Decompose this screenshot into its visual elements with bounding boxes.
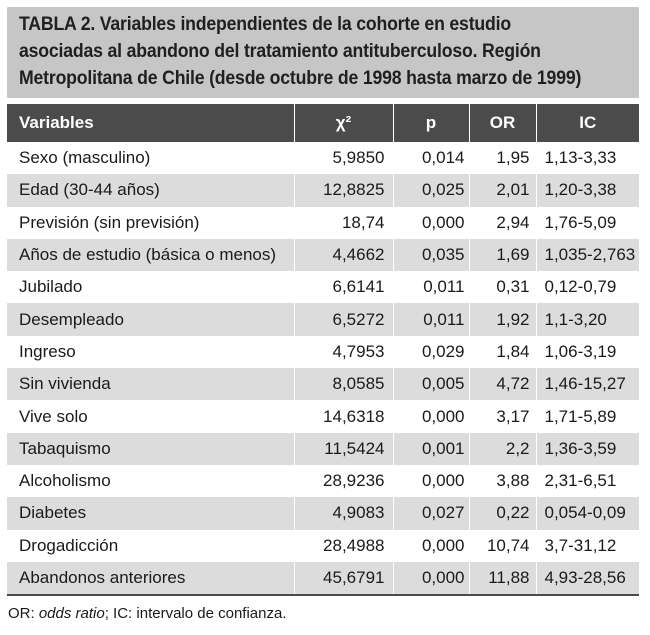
- table-row: [7, 303, 639, 335]
- cell-variable: Desempleado: [7, 303, 294, 335]
- cell-variable: Vive solo: [7, 400, 294, 432]
- cell-or: 0,22: [469, 497, 536, 529]
- cell-variable: Diabetes: [7, 497, 294, 529]
- table-title-box: [7, 7, 639, 98]
- cell-variable: Ingreso: [7, 336, 294, 368]
- cell-chi-square: 12,8825: [294, 174, 393, 206]
- table-header-row: [7, 104, 639, 142]
- cell-ic: 2,31-6,51: [536, 465, 639, 497]
- cell-variable: Drogadicción: [7, 530, 294, 562]
- cell-chi-square: 8,0585: [294, 368, 393, 400]
- cell-ic: 1,13-3,33: [536, 142, 639, 174]
- cell-ic: 1,46-15,27: [536, 368, 639, 400]
- table-row: [7, 530, 639, 562]
- cell-p: 0,005: [393, 368, 469, 400]
- cell-variable: Abandonos anteriores: [7, 562, 294, 595]
- cell-chi-square: 14,6318: [294, 400, 393, 432]
- footnote: [8, 605, 286, 622]
- cell-p: 0,011: [393, 271, 469, 303]
- cell-or: 1,69: [469, 239, 536, 271]
- cell-chi-square: 28,9236: [294, 465, 393, 497]
- cell-ic: 1,71-5,89: [536, 400, 639, 432]
- footnote-odds-ratio: odds ratio: [38, 605, 105, 622]
- cell-p: 0,000: [393, 530, 469, 562]
- cell-chi-square: 4,7953: [294, 336, 393, 368]
- cell-chi-square: 18,74: [294, 207, 393, 239]
- cell-or: 3,88: [469, 465, 536, 497]
- cell-ic: 0,054-0,09: [536, 497, 639, 529]
- cell-chi-square: 5,9850: [294, 142, 393, 174]
- cell-ic: 1,06-3,19: [536, 336, 639, 368]
- cell-ic: 1,1-3,20: [536, 303, 639, 335]
- table-row: [7, 207, 639, 239]
- cell-p: 0,027: [393, 497, 469, 529]
- table-row: [7, 142, 639, 174]
- cell-chi-square: 6,5272: [294, 303, 393, 335]
- cell-chi-square: 45,6791: [294, 562, 393, 595]
- table-row: [7, 368, 639, 400]
- cell-or: 3,17: [469, 400, 536, 432]
- cell-or: 2,94: [469, 207, 536, 239]
- cell-or: 4,72: [469, 368, 536, 400]
- cell-or: 10,74: [469, 530, 536, 562]
- cell-variable: Años de estudio (básica o menos): [7, 239, 294, 271]
- cell-variable: Edad (30-44 años): [7, 174, 294, 206]
- column-header-p: p: [393, 104, 469, 142]
- footnote-ic-text: ; IC: intervalo de confianza.: [104, 605, 287, 622]
- cell-ic: 0,12-0,79: [536, 271, 639, 303]
- cell-chi-square: 11,5424: [294, 433, 393, 465]
- cell-ic: 1,20-3,38: [536, 174, 639, 206]
- cell-variable: Sexo (masculino): [7, 142, 294, 174]
- cell-or: 1,92: [469, 303, 536, 335]
- cell-or: 2,01: [469, 174, 536, 206]
- cell-ic: 1,36-3,59: [536, 433, 639, 465]
- cell-p: 0,000: [393, 562, 469, 595]
- cell-p: 0,000: [393, 207, 469, 239]
- table-row: [7, 336, 639, 368]
- table-row: [7, 239, 639, 271]
- cell-p: 0,000: [393, 465, 469, 497]
- table-row: [7, 400, 639, 432]
- cell-p: 0,029: [393, 336, 469, 368]
- cell-or: 1,84: [469, 336, 536, 368]
- column-header-chi-square: χ²: [294, 104, 393, 142]
- table-row: [7, 433, 639, 465]
- cell-or: 1,95: [469, 142, 536, 174]
- cell-or: 0,31: [469, 271, 536, 303]
- table-title: TABLA 2. Variables independientes de la cohorte en estudio asociadas al abandono del tratamiento antituberculoso. Región Metropolitana de Chile (desde octubre de 1998 hasta marzo de 1999): [19, 14, 582, 89]
- cell-ic: 1,76-5,09: [536, 207, 639, 239]
- table-row: [7, 271, 639, 303]
- table-row: [7, 562, 639, 595]
- cell-variable: Previsión (sin previsión): [7, 207, 294, 239]
- column-header-or: OR: [469, 104, 536, 142]
- cell-ic: 1,035-2,763: [536, 239, 639, 271]
- cell-p: 0,025: [393, 174, 469, 206]
- cell-chi-square: 4,9083: [294, 497, 393, 529]
- table-row: [7, 174, 639, 206]
- cell-p: 0,035: [393, 239, 469, 271]
- table-body: [7, 142, 639, 595]
- cell-variable: Sin vivienda: [7, 368, 294, 400]
- cell-chi-square: 4,4662: [294, 239, 393, 271]
- cell-variable: Alcoholismo: [7, 465, 294, 497]
- cell-variable: Tabaquismo: [7, 433, 294, 465]
- column-header-variables: Variables: [7, 104, 294, 142]
- cell-or: 2,2: [469, 433, 536, 465]
- cell-p: 0,001: [393, 433, 469, 465]
- cell-variable: Jubilado: [7, 271, 294, 303]
- cell-p: 0,011: [393, 303, 469, 335]
- data-table: [7, 104, 639, 596]
- table-row: [7, 497, 639, 529]
- cell-p: 0,000: [393, 400, 469, 432]
- cell-chi-square: 28,4988: [294, 530, 393, 562]
- cell-ic: 3,7-31,12: [536, 530, 639, 562]
- cell-or: 11,88: [469, 562, 536, 595]
- footnote-or-label: OR:: [8, 605, 39, 622]
- cell-p: 0,014: [393, 142, 469, 174]
- cell-ic: 4,93-28,56: [536, 562, 639, 595]
- column-header-ic: IC: [536, 104, 639, 142]
- cell-chi-square: 6,6141: [294, 271, 393, 303]
- table-row: [7, 465, 639, 497]
